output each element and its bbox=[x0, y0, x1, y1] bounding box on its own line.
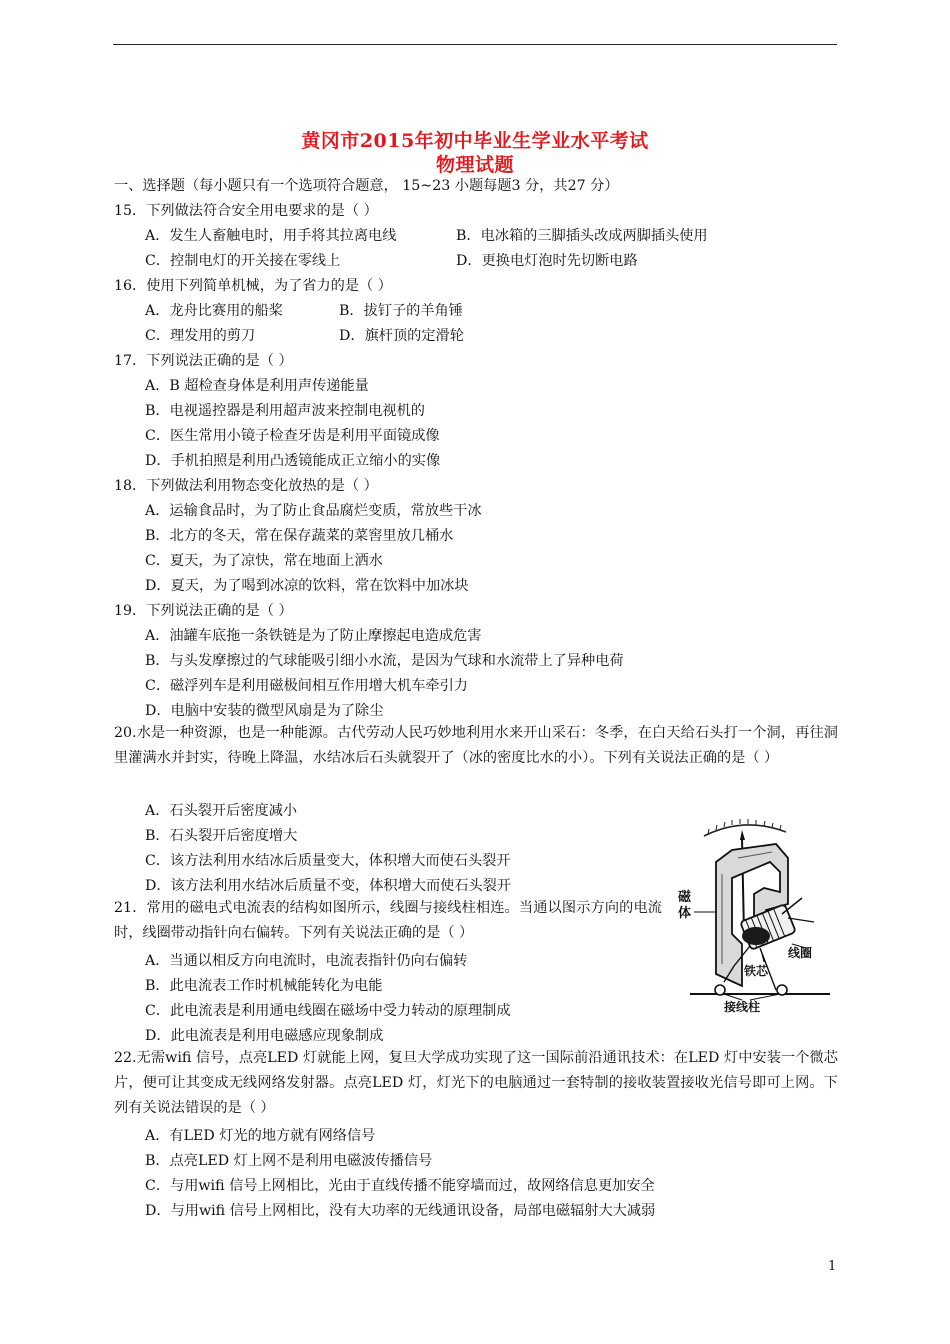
question-22-stem bbox=[114, 1046, 838, 1121]
question-16-option-c: C．理发用的剪刀 bbox=[145, 328, 256, 344]
page-number: 1 bbox=[828, 1259, 837, 1274]
figure-label-terminal: 接线柱 bbox=[724, 1000, 761, 1014]
question-18-option-b: B．北方的冬天，常在保存蔬菜的菜窖里放几桶水 bbox=[145, 528, 454, 544]
exam-subtitle: 物理试题 bbox=[435, 154, 514, 176]
question-22-option-b: B．点亮LED 灯上网不是利用电磁波传播信号 bbox=[145, 1153, 433, 1169]
question-21-option-c: C．此电流表是利用通电线圈在磁场中受力转动的原理制成 bbox=[145, 1003, 511, 1019]
question-20-option-a: A．石头裂开后密度减小 bbox=[145, 803, 298, 819]
question-22-option-a: A．有LED 灯光的地方就有网络信号 bbox=[145, 1128, 376, 1144]
header-rule bbox=[113, 44, 837, 45]
figure-label-magnet: 磁 体 bbox=[678, 890, 692, 921]
exam-title: 黄冈市2015年初中毕业生学业水平考试 bbox=[301, 130, 649, 152]
question-18-option-c: C．夏天，为了凉快，常在地面上洒水 bbox=[145, 553, 383, 569]
question-19-option-d: D．电脑中安装的微型风扇是为了除尘 bbox=[145, 703, 384, 719]
question-22-option-d: D．与用wifi 信号上网相比，没有大功率的无线通讯设备，局部电磁辐射大大减弱 bbox=[145, 1203, 656, 1219]
question-15-stem: 15．下列做法符合安全用电要求的是（ ） bbox=[114, 203, 378, 219]
figure-label-core: 铁芯 bbox=[744, 964, 769, 978]
galvanometer-figure bbox=[678, 814, 834, 1016]
question-17-option-a: A．B 超检查身体是利用声传递能量 bbox=[145, 378, 369, 394]
question-19-stem: 19．下列说法正确的是（ ） bbox=[114, 603, 293, 619]
question-17-option-b: B．电视遥控器是利用超声波来控制电视机的 bbox=[145, 403, 425, 419]
question-16-stem: 16．使用下列简单机械，为了省力的是（ ） bbox=[114, 278, 392, 294]
question-15-option-d: D．更换电灯泡时先切断电路 bbox=[456, 253, 638, 269]
question-22-stem-text: 22.无需wifi 信号，点亮LED 灯就能上网，复旦大学成功实现了这一国际前沿通讯技术：在LED 灯中安装一个微芯片，便可让其变成无线网络发射器。点亮LED 灯，灯光下的电脑通过一套特制的接收装置接收光信号即可上网。下列有关说法错误的是（ ） bbox=[114, 1050, 838, 1116]
question-21-stem-text: 21．常用的磁电式电流表的结构如图所示，线圈与接线柱相连。当通以图示方向的电流时，线圈带动指针向右偏转。下列有关说法正确的是（ ） bbox=[114, 900, 662, 941]
question-20-option-c: C．该方法利用水结冰后质量变大，体积增大而使石头裂开 bbox=[145, 853, 511, 869]
question-17-option-c: C．医生常用小镜子检查牙齿是利用平面镜成像 bbox=[145, 428, 440, 444]
question-18-option-a: A．运输食品时，为了防止食品腐烂变质，常放些干冰 bbox=[145, 503, 482, 519]
question-19-option-b: B．与头发摩擦过的气球能吸引细小水流，是因为气球和水流带上了异种电荷 bbox=[145, 653, 624, 669]
question-21-option-d: D．此电流表是利用电磁感应现象制成 bbox=[145, 1028, 384, 1044]
question-20-stem bbox=[114, 721, 838, 771]
section-heading: 一、选择题（每小题只有一个选项符合题意， 15~23 小题每题3 分，共27 分） bbox=[114, 178, 619, 194]
galvanometer-diagram bbox=[684, 814, 834, 1016]
question-22-option-c: C．与用wifi 信号上网相比，光由于直线传播不能穿墙而过，故网络信息更加安全 bbox=[145, 1178, 655, 1194]
question-21-option-b: B．此电流表工作时机械能转化为电能 bbox=[145, 978, 383, 994]
question-17-option-d: D．手机拍照是利用凸透镜能成正立缩小的实像 bbox=[145, 453, 441, 469]
question-19-option-a: A．油罐车底拖一条铁链是为了防止摩擦起电造成危害 bbox=[145, 628, 482, 644]
question-20-option-b: B．石头裂开后密度增大 bbox=[145, 828, 298, 844]
question-15-option-c: C．控制电灯的开关接在零线上 bbox=[145, 253, 341, 269]
question-16-option-d: D．旗杆顶的定滑轮 bbox=[339, 328, 464, 344]
question-19-option-c: C．磁浮列车是利用磁极间相互作用增大机车牵引力 bbox=[145, 678, 468, 694]
question-18-stem: 18．下列做法利用物态变化放热的是（ ） bbox=[114, 478, 378, 494]
question-21-option-a: A．当通以相反方向电流时，电流表指针仍向右偏转 bbox=[145, 953, 468, 969]
question-15-option-b: B．电冰箱的三脚插头改成两脚插头使用 bbox=[456, 228, 708, 244]
question-17-stem: 17．下列说法正确的是（ ） bbox=[114, 353, 293, 369]
question-15-option-a: A．发生人畜触电时，用手将其拉离电线 bbox=[145, 228, 397, 244]
question-16-option-a: A．龙舟比赛用的船桨 bbox=[145, 303, 283, 319]
question-21-stem bbox=[114, 896, 662, 946]
question-20-stem-text: 20.水是一种资源，也是一种能源。古代劳动人民巧妙地利用水来开山采石：冬季，在白天给石头打一个洞，再往洞里灌满水并封实，待晚上降温，水结冰后石头就裂开了（冰的密度比水的小）。下列有关说法正确的是（ ） bbox=[114, 725, 838, 766]
question-20-option-d: D．该方法利用水结冰后质量不变，体积增大而使石头裂开 bbox=[145, 878, 512, 894]
figure-label-coil: 线圈 bbox=[788, 946, 813, 960]
question-16-option-b: B．拔钉子的羊角锤 bbox=[339, 303, 463, 319]
question-18-option-d: D．夏天，为了喝到冰凉的饮料，常在饮料中加冰块 bbox=[145, 578, 469, 594]
